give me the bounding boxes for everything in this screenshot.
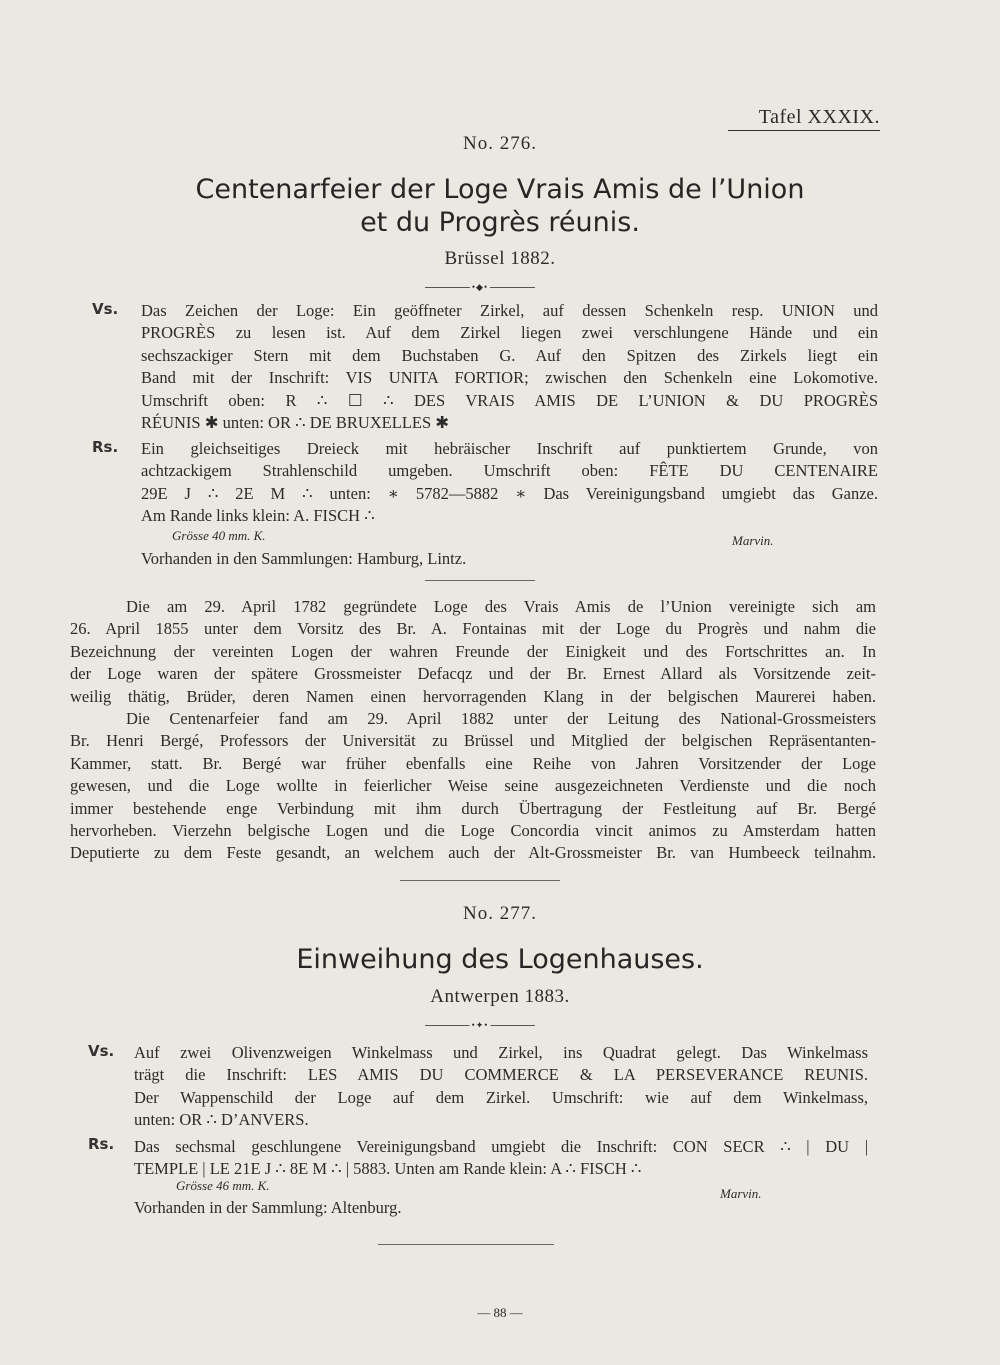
- reverse-label: Rs.: [92, 438, 119, 456]
- reverse-label: Rs.: [88, 1135, 115, 1153]
- entry-title-line-1: Centenarfeier der Loge Vrais Amis de l’Union: [195, 174, 805, 205]
- text-line: Band mit der Inschrift: VIS UNITA FORTIOR; zwischen den Schenkeln eine Lokomotive.: [141, 368, 878, 388]
- obverse-description: [141, 300, 878, 434]
- text-line: RÉUNIS ✱ unten: OR ∴ DE BRUXELLES ✱: [141, 413, 450, 433]
- text-line: hervorheben. Vierzehn belgische Logen und die Loge Concordia vincit animos zu Amsterdam hatten: [70, 821, 876, 841]
- text-line: Umschrift oben: R ∴ ☐ ∴ DES VRAIS AMIS DE L’UNION & DU PROGRÈS: [141, 390, 878, 410]
- maker-name: Marvin.: [720, 1186, 762, 1201]
- plate-number: Tafel XXXIX.: [728, 106, 880, 131]
- text-line: 26. April 1855 unter dem Vorsitz des Br. A. Fontainas mit der Loge du Progrès und nahm die: [70, 619, 876, 639]
- text-line: achtzackigem Strahlenschild umgeben. Umschrift oben: FÊTE DU CENTENAIRE: [141, 461, 878, 481]
- text-line: PROGRÈS zu lesen ist. Auf dem Zirkel liegen zwei verschlungene Hände und ein: [141, 323, 878, 343]
- text-line: Kammer, statt. Br. Bergé war früher ebenfalls eine Reihe von Jahren Vorsitzender der Loge: [70, 753, 876, 773]
- text-line: Am Rande links klein: A. FISCH ∴: [141, 506, 375, 526]
- entry-number: No. 277.: [463, 903, 537, 924]
- size-note: Grösse 46 mm. K.: [176, 1178, 270, 1193]
- historical-text: [70, 596, 876, 865]
- section-rule: [378, 1244, 554, 1245]
- entry-title-line-2: et du Progrès réunis.: [360, 207, 640, 238]
- text-line: Auf zwei Olivenzweigen Winkelmass und Zirkel, ins Quadrat gelegt. Das Winkelmass: [134, 1043, 868, 1062]
- text-line: Das Zeichen der Loge: Ein geöffneter Zirkel, auf dessen Schenkeln resp. UNION und: [141, 301, 878, 320]
- ornament-glyph: •◆•: [471, 282, 489, 292]
- text-line: sechszackiger Stern mit dem Buchstaben G. Auf den Spitzen des Zirkels liegt ein: [141, 345, 878, 365]
- entry-place-date: Antwerpen 1883.: [430, 986, 570, 1007]
- text-line: weilig thätig, Brüder, deren Namen einen hervorragenden Klang in der belgischen Maurerei haben.: [70, 686, 876, 706]
- obverse-label: Vs.: [92, 300, 119, 318]
- ornament-divider: [425, 1020, 535, 1030]
- text-line: gewesen, und die Loge wollte in feierlicher Weise seine ausgezeichneten Verdienste und die noch: [70, 776, 876, 796]
- text-line: Die am 29. April 1782 gegründete Loge des Vrais Amis de l’Union vereinigte sich am: [126, 597, 876, 616]
- text-line: Die Centenarfeier fand am 29. April 1882 unter der Leitung des National-Grossmeisters: [126, 709, 876, 729]
- text-line: Deputierte zu dem Feste gesandt, an welchem auch der Alt-Grossmeister Br. van Humbeeck teilnahm.: [70, 843, 876, 863]
- entry-place-date: Brüssel 1882.: [444, 248, 556, 269]
- entry-title: Einweihung des Logenhauses.: [296, 944, 704, 975]
- reverse-description: [134, 1136, 868, 1181]
- obverse-label: Vs.: [88, 1042, 115, 1060]
- text-line: trägt die Inschrift: LES AMIS DU COMMERCE & LA PERSEVERANCE REUNIS.: [134, 1065, 868, 1085]
- size-note: Grösse 40 mm. K.: [172, 528, 266, 543]
- text-line: Das sechsmal geschlungene Vereinigungsband umgiebt die Inschrift: CON SECR ∴ | DU |: [134, 1137, 868, 1156]
- entry-number: No. 276.: [463, 133, 537, 154]
- section-rule: [425, 580, 535, 581]
- text-line: der Loge waren der spätere Grossmeister Defacqz und der Br. Ernest Allard als Vorsitzende zeit-: [70, 664, 876, 684]
- collections-note: Vorhanden in der Sammlung: Altenburg.: [134, 1198, 402, 1217]
- text-line: 29E J ∴ 2E M ∴ unten: ∗ 5782—5882 ∗ Das Vereinigungsband umgiebt das Ganze.: [141, 483, 878, 503]
- text-line: Der Wappenschild der Loge auf dem Zirkel. Umschrift: wie auf dem Winkelmass,: [134, 1087, 868, 1107]
- section-rule: [400, 880, 560, 881]
- obverse-description: [134, 1042, 868, 1132]
- collections-note: Vorhanden in den Sammlungen: Hamburg, Lintz.: [141, 549, 467, 568]
- ornament-glyph: •✦•: [471, 1020, 489, 1030]
- reverse-description: [141, 438, 878, 528]
- text-line: Br. Henri Bergé, Professors der Universität zu Brüssel und Mitglied der belgischen Repräsentanten-: [70, 731, 876, 751]
- text-line: TEMPLE | LE 21E J ∴ 8E M ∴ | 5883. Unten am Rande klein: A ∴ FISCH ∴: [134, 1159, 642, 1179]
- text-line: Bezeichnung der vereinten Logen der wahren Freunde der Einigkeit und des Fortschrittes an. In: [70, 641, 876, 661]
- page-number: — 88 —: [477, 1305, 523, 1320]
- text-line: immer bestehende enge Verbindung mit ihm durch Übertragung der Festleitung auf Br. Bergé: [70, 798, 876, 818]
- ornament-divider: [425, 282, 535, 292]
- text-line: Ein gleichseitiges Dreieck mit hebräischer Inschrift auf punktiertem Grunde, von: [141, 439, 878, 458]
- maker-name: Marvin.: [732, 533, 774, 548]
- text-line: unten: OR ∴ D’ANVERS.: [134, 1110, 309, 1130]
